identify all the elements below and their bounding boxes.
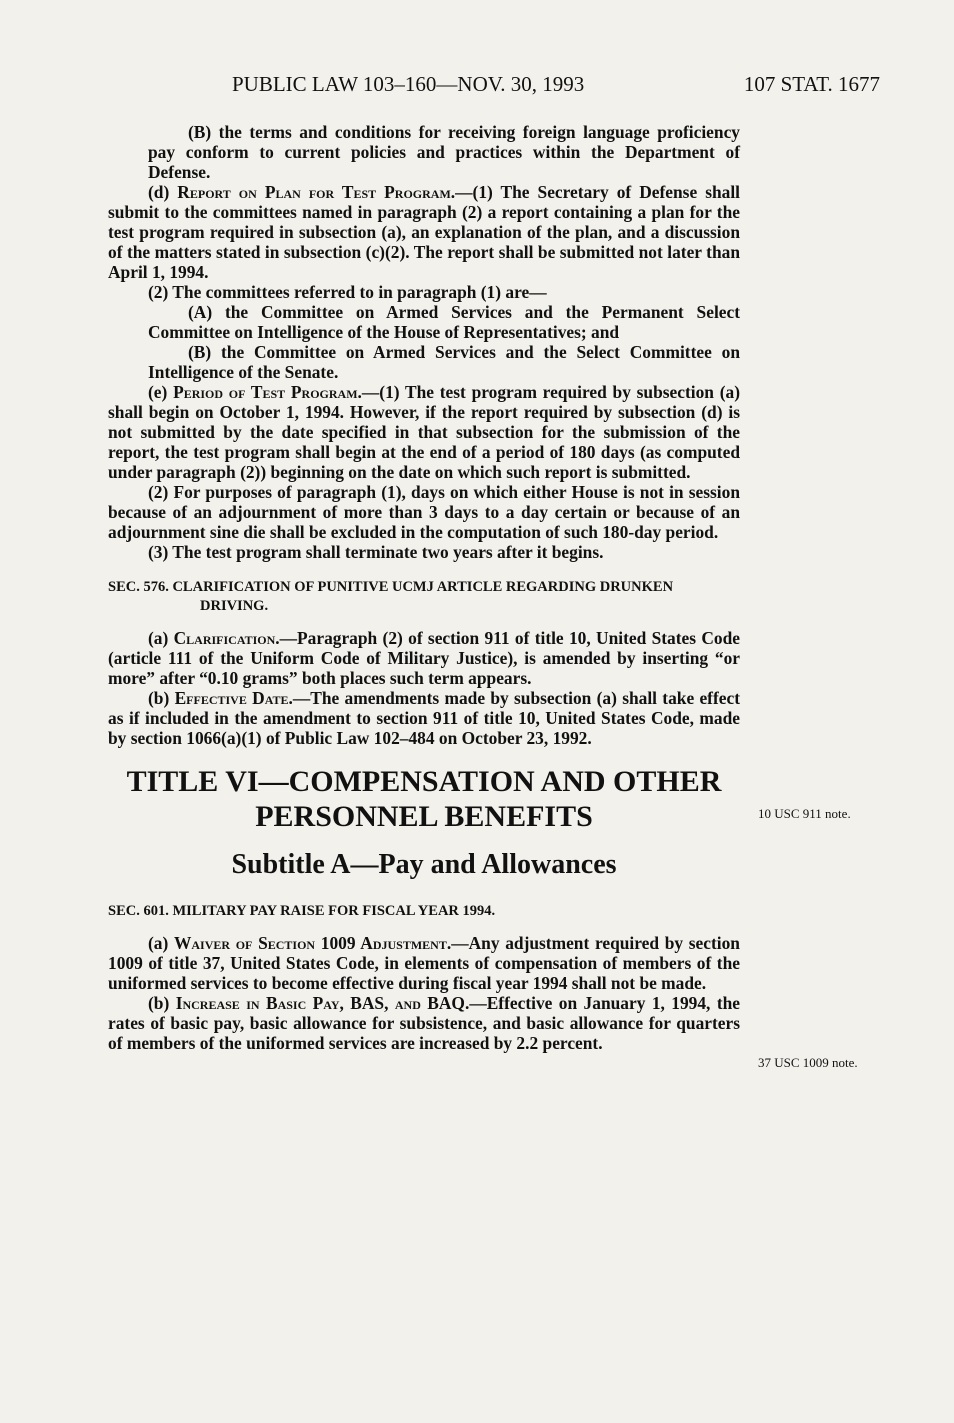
section-576-subsection-a xyxy=(108,628,740,688)
running-head: PUBLIC LAW 103–160—NOV. 30, 1993 xyxy=(232,72,585,96)
page-header xyxy=(232,72,880,102)
subsection-d-text: .—(1) The Secretary of Defense shall submit to the committees named in paragraph (2) a report containing a plan for the test program required in subsection (a), an explanation of the plan, and a discussion of the matters stated in subsection (c)(2). The report shall be submitted not later than April 1, 1994. xyxy=(108,182,740,282)
section-576-b-label: (b) xyxy=(148,688,170,708)
section-576-a-text: .—Paragraph (2) of section 911 of title 10, United States Code (article 111 of the Uniform Code of Military Justice), is amended by inserting “or more” after “0.10 grams” both places such term appears. xyxy=(108,628,740,688)
section-601-b-label: (b) xyxy=(148,993,170,1013)
section-601-a-label: (a) xyxy=(148,933,169,953)
subsection-e-text: .—(1) The test program required by subsection (a) shall begin on October 1, 1994. However, if the report required by subsection (d) is not submitted by the date specified in that subsection for the submission of the report, the test program shall begin at the end of a period of 180 days (as computed under paragraph (2)) beginning on the date on which such report is submitted. xyxy=(108,382,740,482)
subsection-e-label: (e) xyxy=(148,382,168,402)
subsection-e-paragraph-2: (2) For purposes of paragraph (1), days on which either House is not in session because of an adjournment of more than 3 days to a day certain or because of an adjournment sine die shall be excluded in the computation of such 180-day period. xyxy=(108,482,740,542)
subsection-d-heading: Report on Plan for Test Program xyxy=(177,182,451,202)
section-576-a-heading: Clarification xyxy=(173,628,276,648)
section-576-a-label: (a) xyxy=(148,628,169,648)
paragraph-b-terms: (B) the terms and conditions for receiving foreign language proficiency pay conform to current policies and practices within the Department of Defense. xyxy=(148,122,740,182)
margin-note-576: 10 USC 911 note. xyxy=(758,806,851,821)
section-576-subsection-b xyxy=(108,688,740,748)
section-601-a-text: .—Any adjustment required by section 1009 of title 37, United States Code, in elements of compensation of members of the uniformed services to become effective during fiscal year 1994 shall not be made. xyxy=(108,933,740,993)
body-text xyxy=(108,122,740,1053)
subsection-d-paragraph-2-b: (B) the Committee on Armed Services and the Select Committee on Intelligence of the Senate. xyxy=(148,342,740,382)
subsection-e xyxy=(108,382,740,482)
subsection-d-paragraph-2-a: (A) the Committee on Armed Services and the Permanent Select Committee on Intelligence of the House of Representatives; and xyxy=(148,302,740,342)
section-601-subsection-b xyxy=(108,993,740,1053)
subsection-d-paragraph-2: (2) The committees referred to in paragraph (1) are— xyxy=(148,282,547,302)
section-576-heading: SEC. 576. CLARIFICATION OF PUNITIVE UCMJ ARTICLE REGARDING DRUNKEN DRIVING. xyxy=(108,579,674,614)
section-601-subsection-a xyxy=(108,933,740,993)
subsection-e-heading: Period of Test Program xyxy=(173,382,358,402)
subsection-d-label: (d) xyxy=(148,182,170,202)
section-601-a-heading: Waiver of Section 1009 Adjustment xyxy=(173,933,447,953)
title-vi-heading: TITLE VI—COMPENSATION AND OTHER PERSONNEL BENEFITS xyxy=(126,765,722,833)
section-576-b-text: .—The amendments made by subsection (a) shall take effect as if included in the amendment to section 911 of title 10, United States Code, made by section 1066(a)(1) of Public Law 102–484 on October 23, 1992. xyxy=(108,688,740,748)
section-601-b-text: .—Effective on January 1, 1994, the rates of basic pay, basic allowance for subsistence, and basic allowance for quarters of members of the uniformed services are increased by 2.2 percent. xyxy=(108,993,740,1053)
subsection-e-paragraph-3: (3) The test program shall terminate two years after it begins. xyxy=(148,542,604,562)
subsection-d xyxy=(108,182,740,282)
section-576-b-heading: Effective Date xyxy=(174,688,289,708)
section-601-heading: SEC. 601. MILITARY PAY RAISE FOR FISCAL YEAR 1994. xyxy=(108,903,496,919)
section-601-b-heading: Increase in Basic Pay, BAS, and BAQ xyxy=(175,993,465,1013)
margin-note-601: 37 USC 1009 note. xyxy=(758,1055,858,1070)
subtitle-a-heading: Subtitle A—Pay and Allowances xyxy=(231,849,617,880)
statute-page-number: 107 STAT. 1677 xyxy=(743,72,880,96)
